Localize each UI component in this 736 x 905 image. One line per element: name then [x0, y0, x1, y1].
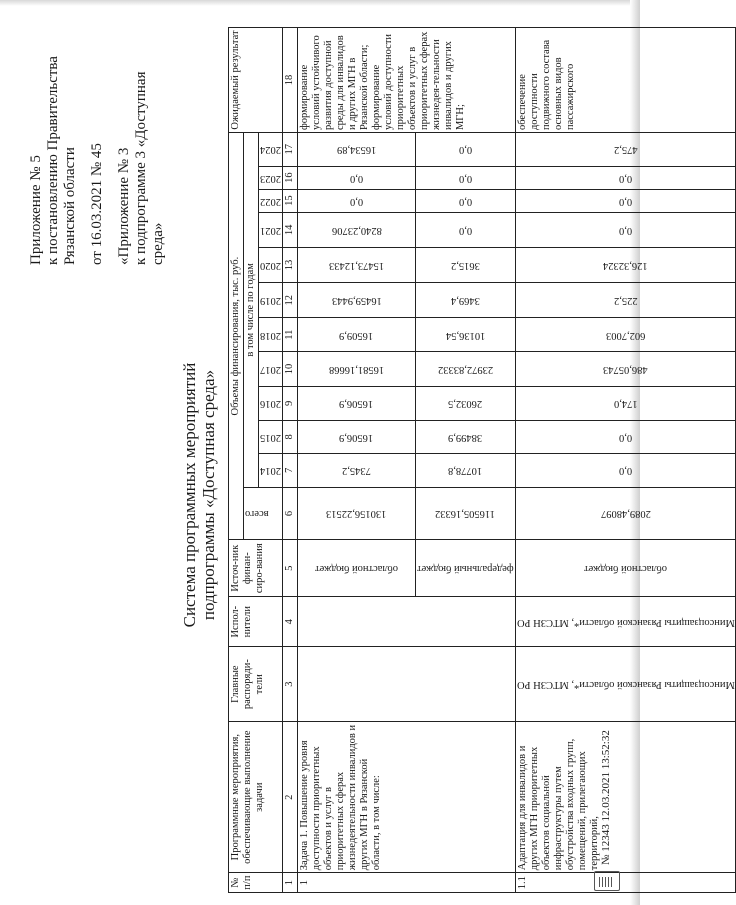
funding-year-value: 16459,9443 [298, 283, 416, 318]
task-text: Задача 1. Повышение уровня доступности приоритетных объектов и услуг в приоритетных сферах жизнедеятельности инвалидов и других МГН в Рязанской области, в том числе: [298, 722, 516, 873]
column-number: 7 [283, 454, 298, 488]
funding-year-value: 16534,89 [298, 133, 416, 167]
appendix-line: Рязанской области [62, 147, 78, 265]
funding-year-value: 16506,9 [298, 420, 416, 454]
header-measures: Программные мероприятия, обеспечивающие выполнение задачи [229, 722, 283, 873]
expected-result: формирование условий устойчивого развития доступной среды для инвалидов и других МГН в Рязанской области; формирование условий доступности приоритетных объектов и услуг в приоритетных сферах жизнедея-тельности инвалидов и других МГН; [298, 28, 516, 133]
column-number: 8 [283, 420, 298, 454]
header-year: 2014 [259, 454, 283, 488]
column-number: 13 [283, 247, 298, 282]
header-year: 2020 [259, 247, 283, 282]
header-year: 2016 [259, 387, 283, 421]
appendix-line: к постановлению Правительства [45, 56, 61, 265]
header-year: 2015 [259, 420, 283, 454]
column-number: 4 [283, 597, 298, 647]
column-number: 14 [283, 212, 298, 247]
header-year: 2021 [259, 212, 283, 247]
item-executor: Минсоцзащиты Рязанской области*, МТСЗН РО [515, 597, 736, 647]
appendix-line: Приложение № 5 [28, 155, 44, 265]
appendix-line: к подпрограмме 3 «Доступная [133, 71, 149, 265]
column-number: 10 [283, 351, 298, 386]
funding-year-value: 174,0 [515, 387, 736, 421]
funding-year-value: 0,0 [416, 166, 516, 189]
column-number: 18 [283, 28, 298, 133]
header-by-year: в том числе по годам [244, 133, 259, 488]
funding-total: 2089,48097 [515, 487, 736, 540]
registration-footer: № 12343 12.03.2021 13:52:32 [600, 730, 612, 865]
funding-year-value: 475,2 [515, 133, 736, 167]
funding-source: областной бюджет [298, 540, 416, 597]
funding-year-value: 602,7003 [515, 318, 736, 352]
document-stamp-icon [594, 871, 620, 891]
measures-table [228, 27, 736, 893]
column-number: 9 [283, 387, 298, 421]
header-executors: Испол-нители [229, 597, 283, 647]
funding-year-value: 10778,8 [416, 454, 516, 488]
funding-year-value: 486,05743 [515, 351, 736, 386]
header-managers: Главные распоряди-тели [229, 647, 283, 722]
column-number: 16 [283, 166, 298, 189]
funding-year-value: 0,0 [298, 189, 416, 212]
column-number: 1 [283, 873, 298, 893]
funding-year-value: 15473,12433 [298, 247, 416, 282]
appendix-line: «Приложение № 3 [116, 147, 132, 265]
column-number: 12 [283, 283, 298, 318]
column-number: 15 [283, 189, 298, 212]
funding-year-value: 0,0 [515, 420, 736, 454]
column-number: 3 [283, 647, 298, 722]
funding-total: 130156,22513 [298, 487, 416, 540]
funding-source: областной бюджет [515, 540, 736, 597]
funding-year-value: 0,0 [515, 189, 736, 212]
funding-year-value: 7345,2 [298, 454, 416, 488]
header-year: 2022 [259, 189, 283, 212]
item-manager: Минсоцзащиты Рязанской области*, МТСЗН РО [515, 647, 736, 722]
funding-year-value: 23972,83332 [416, 351, 516, 386]
appendix-date: от 16.03.2021 № 45 [89, 143, 105, 265]
appendix-block [28, 15, 167, 265]
funding-year-value: 0,0 [416, 212, 516, 247]
funding-year-value: 0,0 [515, 454, 736, 488]
funding-year-value: 3615,2 [416, 247, 516, 282]
funding-year-value: 16581,16668 [298, 351, 416, 386]
funding-year-value: 126,32324 [515, 247, 736, 282]
column-number: 5 [283, 540, 298, 597]
funding-year-value: 0,0 [416, 189, 516, 212]
column-number: 6 [283, 487, 298, 540]
page-title: Система программных мероприятий подпрограммы «Доступная среда» [180, 362, 218, 628]
funding-year-value: 16509,9 [298, 318, 416, 352]
funding-year-value: 38499,9 [416, 420, 516, 454]
appendix-line: среда» [150, 222, 166, 265]
column-number: 11 [283, 318, 298, 352]
header-funding: Объемы финансирования, тыс. руб. [229, 133, 244, 540]
header-year: 2018 [259, 318, 283, 352]
item-text: Адаптация для инвалидов и других МГН приоритетных объектов социальной инфраструктуры путем обустройства входных групп, помещений, прилегающих территорий, [515, 722, 736, 873]
funding-source: федеральный бюджет [416, 540, 516, 597]
task-num: 1 [298, 873, 516, 893]
funding-year-value: 0,0 [515, 212, 736, 247]
expected-result: обеспечение доступности подвижного состава основных видов пассажирского [515, 28, 736, 133]
header-year: 2024 [259, 133, 283, 167]
header-year: 2017 [259, 351, 283, 386]
item-num: 1.1 [515, 873, 736, 893]
funding-year-value: 16506,9 [298, 387, 416, 421]
header-source: Источ-ник финан-сиро-вания [229, 540, 283, 597]
funding-year-value: 3469,4 [416, 283, 516, 318]
column-number: 2 [283, 722, 298, 873]
funding-year-value: 8240,23706 [298, 212, 416, 247]
funding-total: 116505,16332 [416, 487, 516, 540]
header-result: Ожидаемый результат [229, 28, 283, 133]
funding-year-value: 26032,5 [416, 387, 516, 421]
funding-year-value: 0,0 [416, 133, 516, 167]
header-total: всего [244, 487, 283, 540]
funding-year-value: 0,0 [298, 166, 416, 189]
funding-year-value: 10136,54 [416, 318, 516, 352]
header-num: № п/п [229, 873, 283, 893]
header-year: 2023 [259, 166, 283, 189]
column-number: 17 [283, 133, 298, 167]
funding-year-value: 0,0 [515, 166, 736, 189]
header-year: 2019 [259, 283, 283, 318]
funding-year-value: 225,2 [515, 283, 736, 318]
